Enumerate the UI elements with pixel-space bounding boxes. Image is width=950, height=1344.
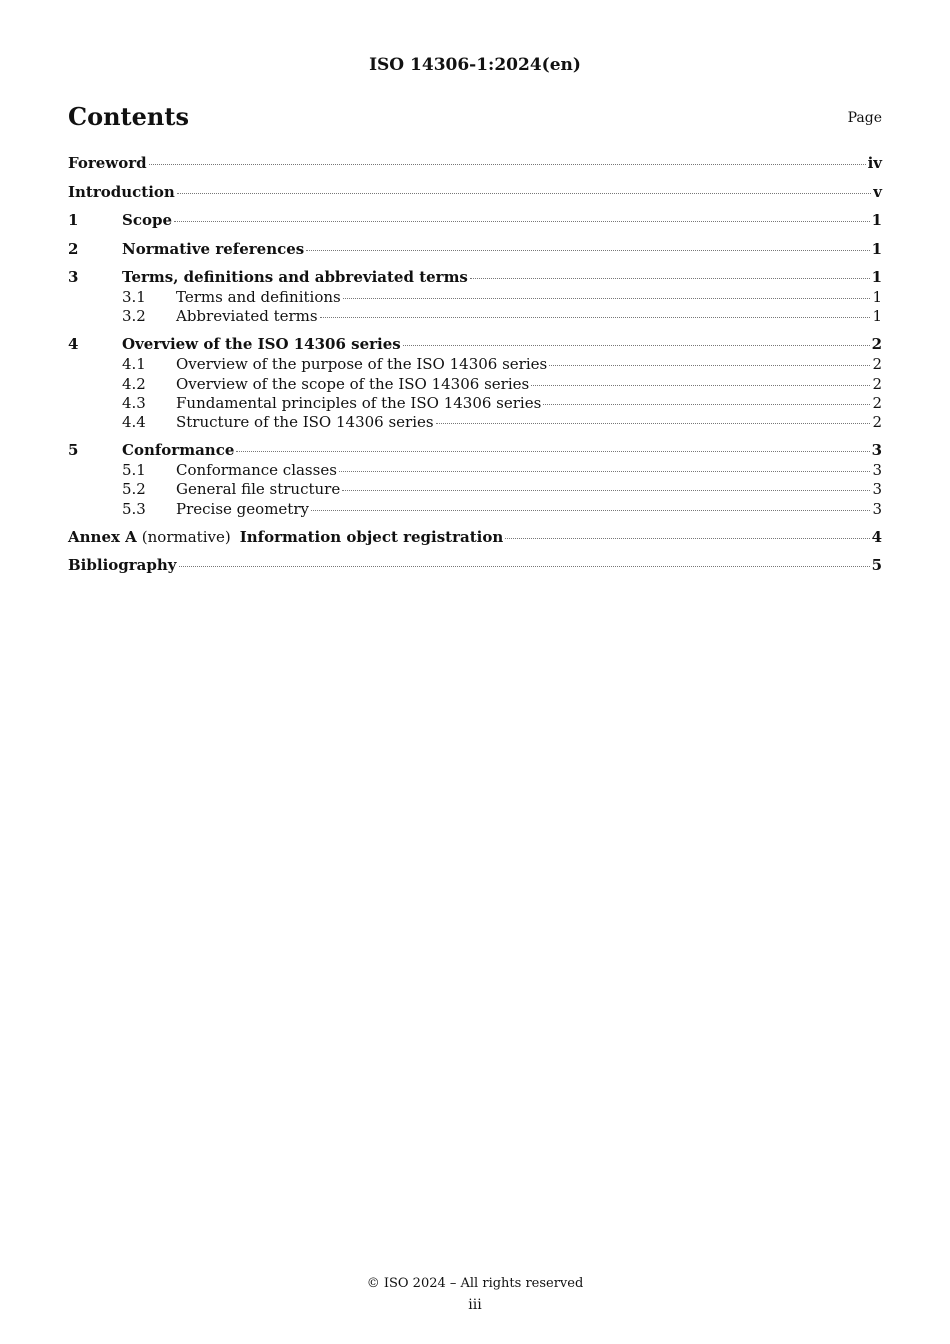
toc-title: Overview of the purpose of the ISO 14306 series bbox=[176, 355, 548, 374]
toc-page: 5 bbox=[871, 556, 882, 575]
toc-entry-introduction[interactable] bbox=[68, 183, 882, 212]
toc-number: 2 bbox=[68, 239, 79, 258]
toc-page: 3 bbox=[872, 499, 882, 518]
dot-leader bbox=[549, 365, 870, 366]
toc-page: 3 bbox=[872, 461, 882, 480]
toc-page: 1 bbox=[871, 239, 882, 258]
toc-entry-overview-purpose[interactable] bbox=[68, 355, 882, 374]
dot-leader bbox=[543, 404, 870, 405]
toc-title: Overview of the ISO 14306 series bbox=[122, 335, 401, 354]
toc-page: iv bbox=[867, 154, 882, 172]
dot-leader bbox=[470, 278, 870, 279]
dot-leader bbox=[531, 385, 870, 386]
toc-entry-general-file-structure[interactable] bbox=[68, 480, 882, 499]
toc-annex-label: Annex A bbox=[68, 527, 137, 546]
toc-entry-conformance-classes[interactable] bbox=[68, 461, 882, 480]
toc-number: 5.2 bbox=[122, 480, 146, 499]
toc-title: Terms and definitions bbox=[176, 288, 341, 306]
toc-number: 5 bbox=[68, 441, 79, 460]
contents-title: Contents bbox=[68, 102, 189, 131]
toc-title: Information object registration bbox=[239, 527, 504, 546]
page-number: iii bbox=[468, 1297, 482, 1313]
toc-page: 3 bbox=[871, 441, 882, 460]
toc-number: 5.3 bbox=[122, 499, 146, 518]
dot-leader bbox=[177, 193, 871, 194]
table-of-contents bbox=[68, 154, 882, 585]
toc-title: Introduction bbox=[68, 182, 175, 201]
toc-number: 4.3 bbox=[122, 393, 146, 412]
toc-entry-normative-references[interactable] bbox=[68, 240, 882, 269]
toc-number: 1 bbox=[68, 211, 79, 229]
toc-number: 5.1 bbox=[122, 461, 146, 480]
toc-title: Conformance classes bbox=[176, 461, 337, 480]
document-id: ISO 14306-1:2024(en) bbox=[369, 55, 581, 75]
dot-leader bbox=[179, 566, 870, 567]
toc-page: 4 bbox=[871, 527, 882, 546]
toc-page: 1 bbox=[872, 307, 882, 326]
toc-number: 3.2 bbox=[122, 307, 146, 326]
toc-page: 2 bbox=[872, 413, 882, 432]
dot-leader bbox=[306, 250, 869, 251]
toc-title: Precise geometry bbox=[176, 499, 309, 518]
toc-entry-fundamental-principles[interactable] bbox=[68, 394, 882, 413]
toc-entry-abbreviated-terms[interactable] bbox=[68, 307, 882, 335]
toc-entry-conformance[interactable] bbox=[68, 441, 882, 461]
toc-entry-structure[interactable] bbox=[68, 413, 882, 441]
dot-leader bbox=[311, 510, 870, 511]
toc-entry-overview-scope[interactable] bbox=[68, 375, 882, 394]
dot-leader bbox=[342, 490, 870, 491]
toc-page: 1 bbox=[872, 288, 882, 306]
toc-title: Bibliography bbox=[68, 556, 177, 575]
dot-leader bbox=[149, 164, 866, 165]
toc-title: Conformance bbox=[122, 441, 235, 460]
page-column-label: Page bbox=[847, 110, 882, 126]
toc-entry-scope[interactable] bbox=[68, 211, 882, 240]
toc-number: 4.4 bbox=[122, 413, 146, 432]
dot-leader bbox=[403, 345, 870, 346]
toc-title: Abbreviated terms bbox=[176, 307, 318, 326]
toc-page: 2 bbox=[872, 355, 882, 374]
toc-entry-foreword[interactable] bbox=[68, 154, 882, 183]
toc-title: Foreword bbox=[68, 154, 147, 172]
dot-leader bbox=[236, 451, 869, 452]
toc-title: Structure of the ISO 14306 series bbox=[176, 413, 434, 432]
dot-leader bbox=[436, 423, 871, 424]
toc-annex-qualifier: (normative) bbox=[141, 527, 231, 546]
toc-page: 2 bbox=[872, 374, 882, 393]
toc-title: Overview of the scope of the ISO 14306 series bbox=[176, 374, 530, 393]
toc-entry-bibliography[interactable] bbox=[68, 556, 882, 585]
dot-leader bbox=[174, 221, 870, 222]
dot-leader bbox=[320, 317, 871, 318]
toc-title: Fundamental principles of the ISO 14306 series bbox=[176, 393, 542, 412]
toc-page: 1 bbox=[871, 211, 882, 229]
dot-leader bbox=[343, 298, 871, 299]
toc-number: 4 bbox=[68, 335, 79, 354]
toc-page: 3 bbox=[872, 480, 882, 499]
toc-entry-annex-a[interactable] bbox=[68, 528, 882, 557]
toc-entry-terms-and-definitions[interactable] bbox=[68, 288, 882, 307]
toc-entry-precise-geometry[interactable] bbox=[68, 500, 882, 528]
toc-number: 3 bbox=[68, 268, 79, 286]
toc-page: 2 bbox=[872, 393, 882, 412]
toc-page: v bbox=[873, 182, 882, 201]
toc-page: 1 bbox=[871, 268, 882, 286]
toc-entry-overview[interactable] bbox=[68, 335, 882, 355]
toc-title: Normative references bbox=[122, 239, 305, 258]
toc-title: General file structure bbox=[176, 480, 341, 499]
toc-title: Scope bbox=[122, 211, 173, 229]
dot-leader bbox=[339, 471, 871, 472]
toc-entry-terms[interactable] bbox=[68, 268, 882, 288]
dot-leader bbox=[505, 538, 869, 539]
toc-number: 4.2 bbox=[122, 374, 146, 393]
toc-number: 3.1 bbox=[122, 288, 146, 306]
copyright-notice: © ISO 2024 – All rights reserved bbox=[366, 1276, 584, 1291]
toc-number: 4.1 bbox=[122, 355, 146, 374]
toc-title: Terms, definitions and abbreviated terms bbox=[122, 268, 468, 286]
toc-page: 2 bbox=[871, 335, 882, 354]
